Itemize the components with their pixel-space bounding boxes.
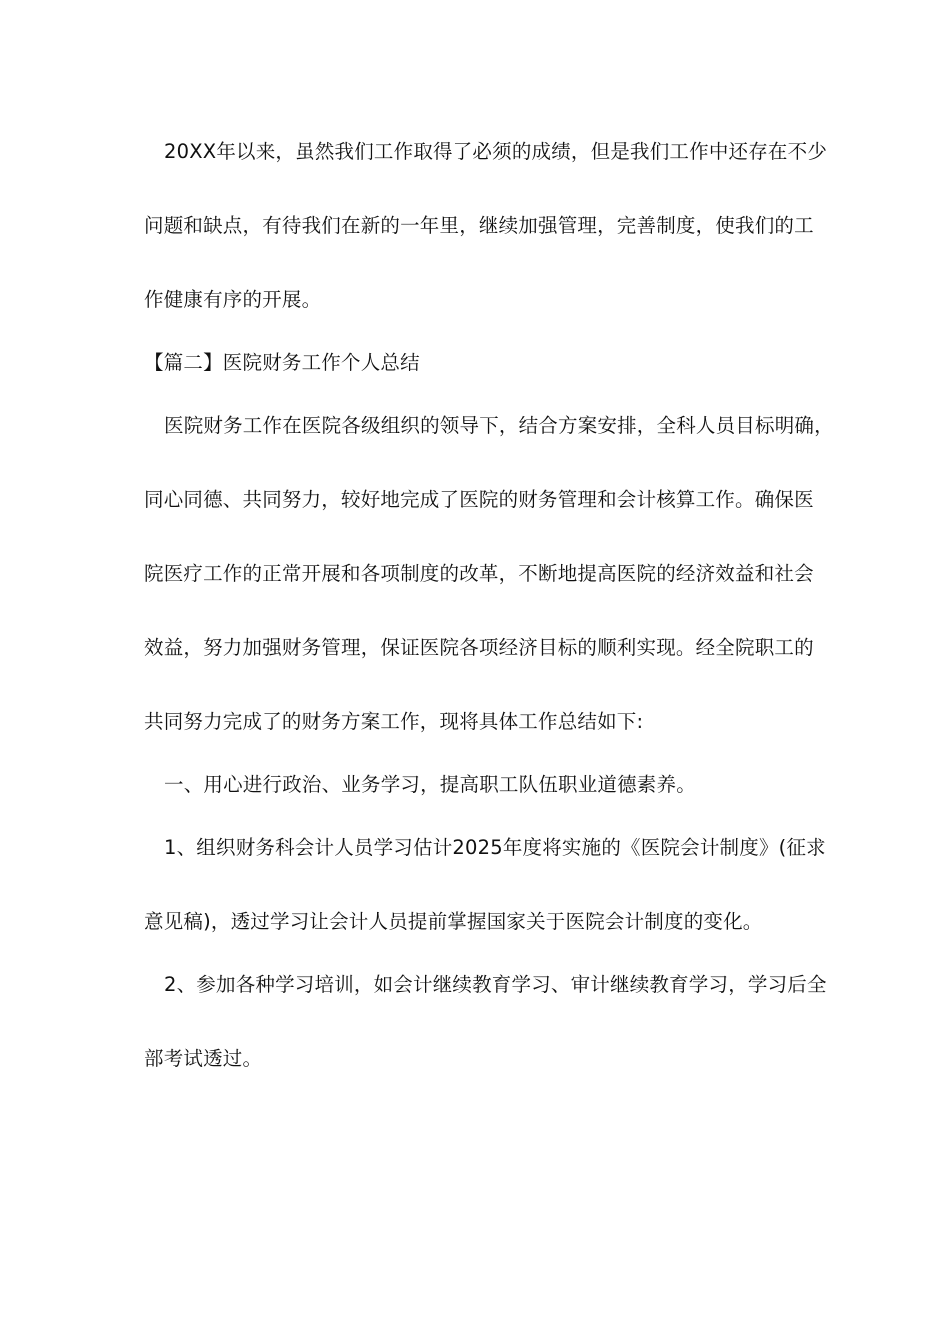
point-one-heading: 一、用心进行政治、业务学习，提高职工队伍职业道德素养。 <box>164 773 696 796</box>
item-1-line-2: 意见稿)，透过学习让会计人员提前掌握国家关于医院会计制度的变化。 <box>144 910 763 933</box>
paragraph-2-line-4: 效益，努力加强财务管理，保证医院各项经济目标的顺利实现。经全院职工的 <box>144 636 814 659</box>
paragraph-2-line-2: 同心同德、共同努力，较好地完成了医院的财务管理和会计核算工作。确保医 <box>144 488 814 511</box>
paragraph-2-line-1: 医院财务工作在医院各级组织的领导下，结合方案安排，全科人员目标明确， <box>164 414 834 437</box>
item-2-line-2: 部考试透过。 <box>144 1047 263 1070</box>
paragraph-2-line-5: 共同努力完成了的财务方案工作，现将具体工作总结如下: <box>144 710 644 733</box>
section-heading: 【篇二】医院财务工作个人总结 <box>144 351 420 374</box>
paragraph-1-line-1: 20XX年以来，虽然我们工作取得了必须的成绩，但是我们工作中还存在不少 <box>164 140 828 163</box>
paragraph-2-line-3: 院医疗工作的正常开展和各项制度的改革，不断地提高医院的经济效益和社会 <box>144 562 814 585</box>
paragraph-1-line-3: 作健康有序的开展。 <box>144 288 322 311</box>
paragraph-1-line-2: 问题和缺点，有待我们在新的一年里，继续加强管理，完善制度，使我们的工 <box>144 214 814 237</box>
item-2-line-1: 2、参加各种学习培训，如会计继续教育学习、审计继续教育学习，学习后全 <box>164 973 827 996</box>
item-1-line-1: 1、组织财务科会计人员学习估计2025年度将实施的《医院会计制度》(征求 <box>164 836 826 859</box>
